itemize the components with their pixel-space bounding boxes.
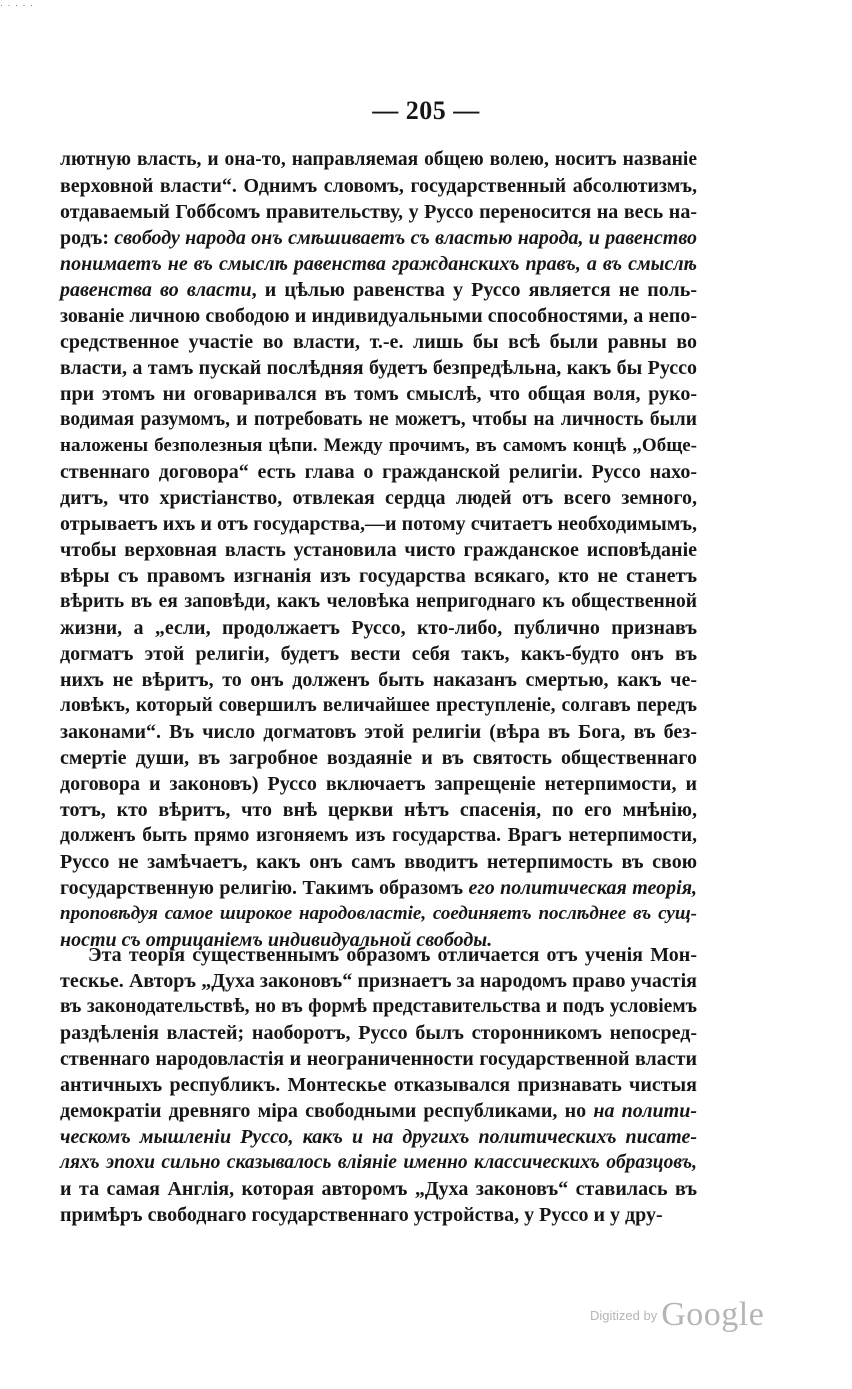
text-span: власти, а тамъ пускай послѣдняя будетъ безпредѣльна, какъ бы Руссо <box>60 357 697 379</box>
text-span: смертіе души, въ загробное воздаяніе и въ святость общественнаго <box>60 747 697 769</box>
text-line <box>60 303 697 329</box>
text-line <box>60 771 697 797</box>
italic-text-span: ляхъ эпохи сильно сказывалось вліяніе именно классическихъ образцовъ, <box>60 1152 697 1173</box>
text-line <box>60 719 697 745</box>
text-line <box>60 1202 697 1228</box>
text-line <box>60 1124 697 1150</box>
text-span: вѣры съ правомъ изгнанія изъ государства всякаго, кто не станетъ <box>60 565 697 587</box>
text-line <box>60 641 697 667</box>
text-span: жизни, а „если, продолжаетъ Руссо, кто-либо, публично признавъ <box>60 617 697 639</box>
text-line <box>60 407 697 433</box>
text-span: въ законодательствѣ, но въ формѣ представительства и подъ условіемъ <box>60 996 697 1017</box>
text-line <box>60 968 697 994</box>
paragraph-1 <box>60 147 697 953</box>
text-span: отрываетъ ихъ и отъ государства,—и потому считаетъ необходимымъ, <box>60 513 697 535</box>
text-line <box>60 355 697 381</box>
italic-text-span: проповѣдуя самое широкое народовластіе, соединяетъ послѣднее въ сущ- <box>60 903 697 924</box>
text-line <box>60 199 697 225</box>
watermark-google-logo: Google <box>661 1296 765 1333</box>
italic-text-span: понимаетъ не въ смыслѣ равенства гражданскихъ правъ, а въ смыслѣ <box>60 253 697 275</box>
text-line <box>60 994 697 1020</box>
text-span: при этомъ ни оговаривался въ томъ смыслѣ, что общая воля, руко- <box>60 383 697 405</box>
text-span: тескье. Авторъ „Духа законовъ“ признаетъ за народомъ право участія <box>60 970 697 992</box>
text-line <box>60 745 697 771</box>
text-line <box>60 693 697 719</box>
text-line <box>60 1098 697 1124</box>
text-span: Руссо не замѣчаетъ, какъ онъ самъ вводитъ нетерпимость въ свою <box>60 851 697 873</box>
text-span: законами“. Въ число догматовъ этой религіи (вѣра въ Бога, въ без- <box>60 721 697 743</box>
text-line <box>60 459 697 485</box>
italic-text-span: ческомъ мышленіи Руссо, какъ и на другихъ политическихъ писате- <box>60 1126 697 1148</box>
text-span: ловѣкъ, который совершилъ величайшее преступленіе, солгавъ передъ <box>60 695 697 716</box>
text-line <box>60 173 697 199</box>
text-line <box>60 1150 697 1176</box>
text-line <box>60 277 697 303</box>
text-span: отдаваемый Гоббсомъ правительству, у Руссо переносится на весь на- <box>60 201 697 223</box>
watermark-prefix: Digitized by <box>590 1308 658 1323</box>
text-line <box>60 563 697 589</box>
page-number: — 205 — <box>372 96 480 125</box>
text-line <box>60 797 697 823</box>
italic-text-span: свободу народа онъ смѣшиваетъ съ властью народа, и равенство <box>114 227 697 249</box>
text-line <box>60 942 697 968</box>
text-line <box>60 875 697 901</box>
text-line <box>60 823 697 849</box>
text-span: вѣрить въ ея заповѣди, какъ человѣка непригоднаго къ общественной <box>60 591 697 612</box>
text-span: наложены безполезныя цѣпи. Между прочимъ, въ самомъ концѣ „Обще- <box>60 435 697 456</box>
text-line <box>60 381 697 407</box>
text-span: родъ: <box>60 227 115 249</box>
text-span: античныхъ республикъ. Монтескье отказывался признавать чистыя <box>60 1074 697 1096</box>
text-span: средственное участіе во власти, т.-е. лишь бы всѣ были равны во <box>60 331 697 353</box>
text-span: зованіе личною свободою и индивидуальными способностями, а непо- <box>60 305 697 327</box>
text-span: примѣръ свободнаго государственнаго устройства, у Руссо и у дру- <box>60 1204 663 1226</box>
text-line <box>60 1176 697 1202</box>
text-line <box>60 615 697 641</box>
text-span: тотъ, кто вѣритъ, что внѣ церкви нѣтъ спасенія, по его мнѣнію, <box>60 799 697 821</box>
text-line <box>60 589 697 615</box>
text-span: верховной власти“. Однимъ словомъ, государственный абсолютизмъ, <box>60 175 697 197</box>
digitized-by-google-watermark <box>590 1296 764 1334</box>
text-span: раздѣленія властей; наоборотъ, Руссо былъ сторонникомъ непосред- <box>60 1022 697 1044</box>
text-line <box>60 667 697 693</box>
scan-corner-mark: · · · · · <box>0 0 34 10</box>
text-span: дитъ, что христіанство, отвлекая сердца людей отъ всего земного, <box>60 487 697 509</box>
text-span: чтобы верховная власть установила чисто гражданское исповѣданіе <box>60 539 697 561</box>
text-line <box>60 225 697 251</box>
text-line <box>60 511 697 537</box>
text-line <box>60 1020 697 1046</box>
italic-text-span: равенства во власти <box>60 279 252 301</box>
text-span: лютную власть, и она-то, направляемая общею волею, носитъ названіе <box>60 149 697 170</box>
text-span: догматъ этой религіи, будетъ вести себя такъ, какъ-будто онъ въ <box>60 643 697 665</box>
text-span: Эта теорія существеннымъ образомъ отличается отъ ученія Мон- <box>88 944 697 966</box>
paragraph-2 <box>60 942 697 1228</box>
text-line <box>60 485 697 511</box>
text-line <box>60 147 697 173</box>
text-line <box>60 849 697 875</box>
text-span: ственнаго народовластія и неограниченности государственной власти <box>60 1048 697 1070</box>
text-span: государственную религію. Такимъ образомъ <box>60 877 469 899</box>
text-line <box>60 901 697 927</box>
text-line <box>60 1046 697 1072</box>
italic-text-span: на полити- <box>593 1100 697 1122</box>
text-line <box>60 1072 697 1098</box>
text-line <box>60 537 697 563</box>
italic-text-span: его политическая теорія, <box>468 877 697 899</box>
text-line <box>60 329 697 355</box>
text-span: , и цѣлью равенства у Руссо является не поль- <box>251 279 697 301</box>
text-line <box>60 251 697 277</box>
text-span: демократіи древняго міра свободными республиками, но <box>60 1100 594 1122</box>
text-line <box>60 433 697 459</box>
text-span: нихъ не вѣритъ, то онъ долженъ быть наказанъ смертью, какъ че- <box>60 669 697 691</box>
text-span: ственнаго договора“ есть глава о гражданской религіи. Руссо нахо- <box>60 461 697 483</box>
italic-text-span: ности съ отрицаніемъ индивидуальной свободы. <box>60 929 493 951</box>
text-span: водимая разумомъ, и потребовать не можетъ, чтобы на личность были <box>60 409 697 430</box>
text-span: договора и законовъ) Руссо включаетъ запрещеніе нетерпимости, и <box>60 773 697 795</box>
text-span: долженъ быть прямо изгоняемъ изъ государства. Врагъ нетерпимости, <box>60 825 697 846</box>
text-span: и та самая Англія, которая авторомъ „Духа законовъ“ ставилась въ <box>60 1178 697 1200</box>
